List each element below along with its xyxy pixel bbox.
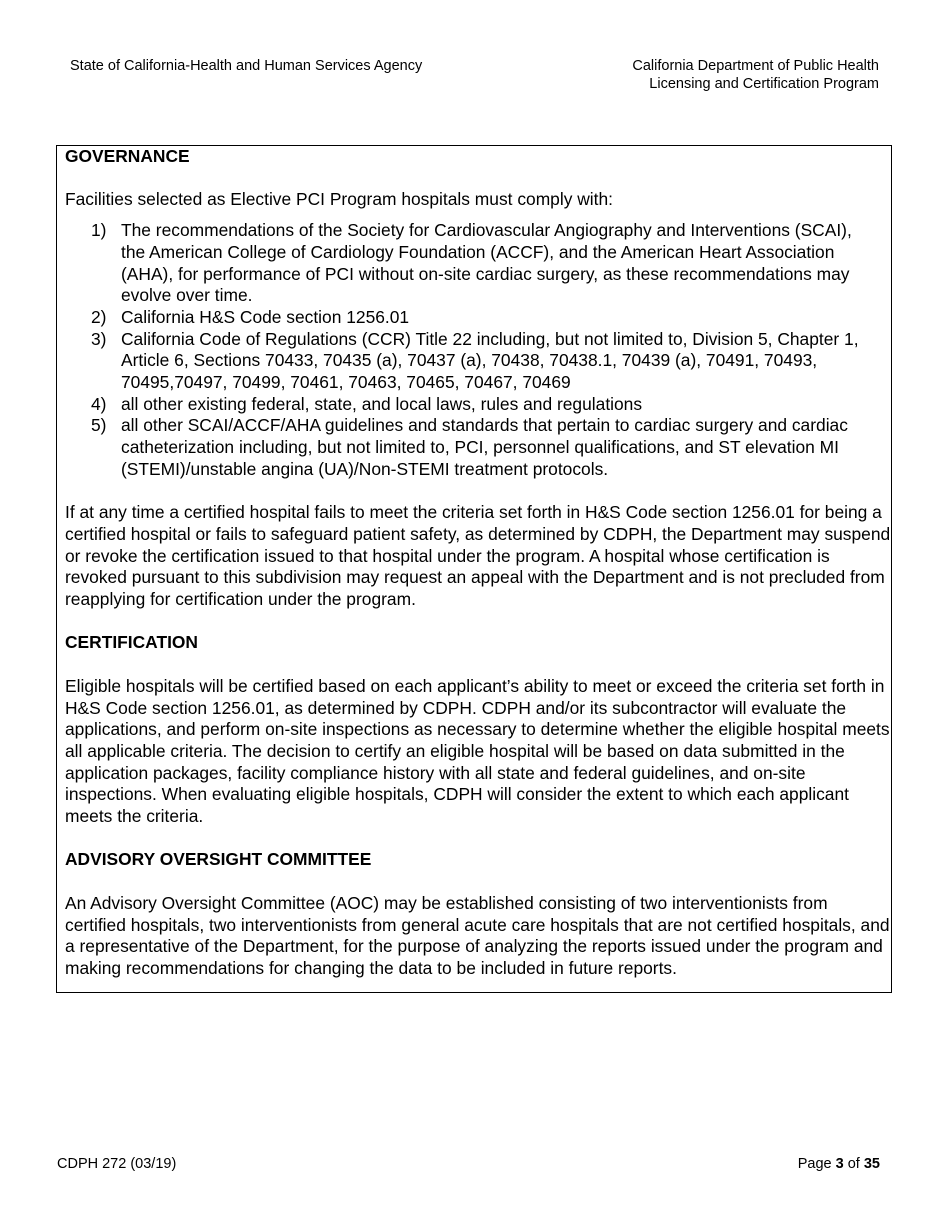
list-item-text: The recommendations of the Society for Cardiovascular Angiography and Interventions (SCAI), the American College of Cardiology Foundation (ACCF), and the American Heart Association (AHA), for performance of PCI without on-site cardiac surgery, as these recommendations may evolve over time. [121, 220, 852, 306]
advisory-body: An Advisory Oversight Committee (AOC) may be established consisting of two interventionists from certified hospitals, two interventionists from general acute care hospitals that are not certified hospitals, and a representative of the Department, for the purpose of analyzing the reports issued under the program and making recommendations for changing the data to be included in future reports. [65, 892, 890, 978]
page-number [798, 1156, 880, 1172]
list-item [65, 394, 891, 416]
list-item-text: all other existing federal, state, and local laws, rules and regulations [121, 393, 643, 414]
list-item-number: 4) [91, 393, 107, 414]
form-id: CDPH 272 (03/19) [57, 1156, 177, 1172]
list-item-number: 1) [91, 220, 107, 241]
list-item-text: all other SCAI/ACCF/AHA guidelines and standards that pertain to cardiac surgery and cardiac catheterization including, but not limited to, PCI, personnel qualifications, and ST elevation MI (STEMI)/unstable angina (UA)/Non-STEMI treatment protocols. [121, 415, 848, 479]
requirements-list [65, 220, 891, 480]
page-label: Page [797, 1156, 832, 1172]
governance-title: GOVERNANCE [65, 146, 190, 166]
list-item [65, 415, 891, 480]
list-item-number: 2) [91, 306, 107, 327]
list-item [65, 329, 891, 394]
header-department [632, 57, 879, 93]
advisory-title: ADVISORY OVERSIGHT COMMITTEE [65, 849, 372, 870]
certification-title: CERTIFICATION [65, 632, 198, 653]
header-agency: State of California-Health and Human Services Agency [70, 58, 423, 74]
header-program-name: Licensing and Certification Program [649, 76, 879, 92]
list-item [65, 220, 891, 307]
page-of: of [847, 1156, 860, 1172]
list-item-number: 5) [91, 415, 107, 436]
list-item-text: California H&S Code section 1256.01 [121, 306, 410, 327]
list-item-number: 3) [91, 328, 107, 349]
header-department-name: California Department of Public Health [632, 58, 879, 74]
content-box [56, 145, 892, 993]
governance-intro: Facilities selected as Elective PCI Program hospitals must comply with: [65, 189, 614, 210]
certification-body: Eligible hospitals will be certified based on each applicant’s ability to meet or exceed the criteria set forth in H&S Code section 1256.01, as determined by CDPH. CDPH and/or its subcontractor will evaluate the applications, and perform on-site inspections as necessary to determine whether the eligible hospital meets all applicable criteria. The decision to certify an eligible hospital will be based on data submitted in the application packages, facility compliance history with all state and federal guidelines, and on-site inspections. When evaluating eligible hospitals, CDPH will consider the extent to which each applicant meets the criteria. [65, 675, 890, 827]
governance-closing: If at any time a certified hospital fails to meet the criteria set forth in H&S Code section 1256.01 for being a certified hospital or fails to safeguard patient safety, as determined by CDPH, the Department may suspend or revoke the certification issued to that hospital under the program. A hospital whose certification is revoked pursuant to this subdivision may request an appeal with the Department and is not precluded from reapplying for certification under the program. [65, 502, 891, 610]
list-item [65, 307, 891, 329]
page-current: 3 [835, 1156, 844, 1172]
page-total: 35 [863, 1156, 880, 1172]
list-item-text: California Code of Regulations (CCR) Title 22 including, but not limited to, Division 5, Chapter 1, Article 6, Sections 70433, 70435 (a), 70437 (a), 70438, 70438.1, 70439 (a), 70491, 70493, 70495,70497, 70499, 70461, 70463, 70465, 70467, 70469 [121, 328, 859, 393]
